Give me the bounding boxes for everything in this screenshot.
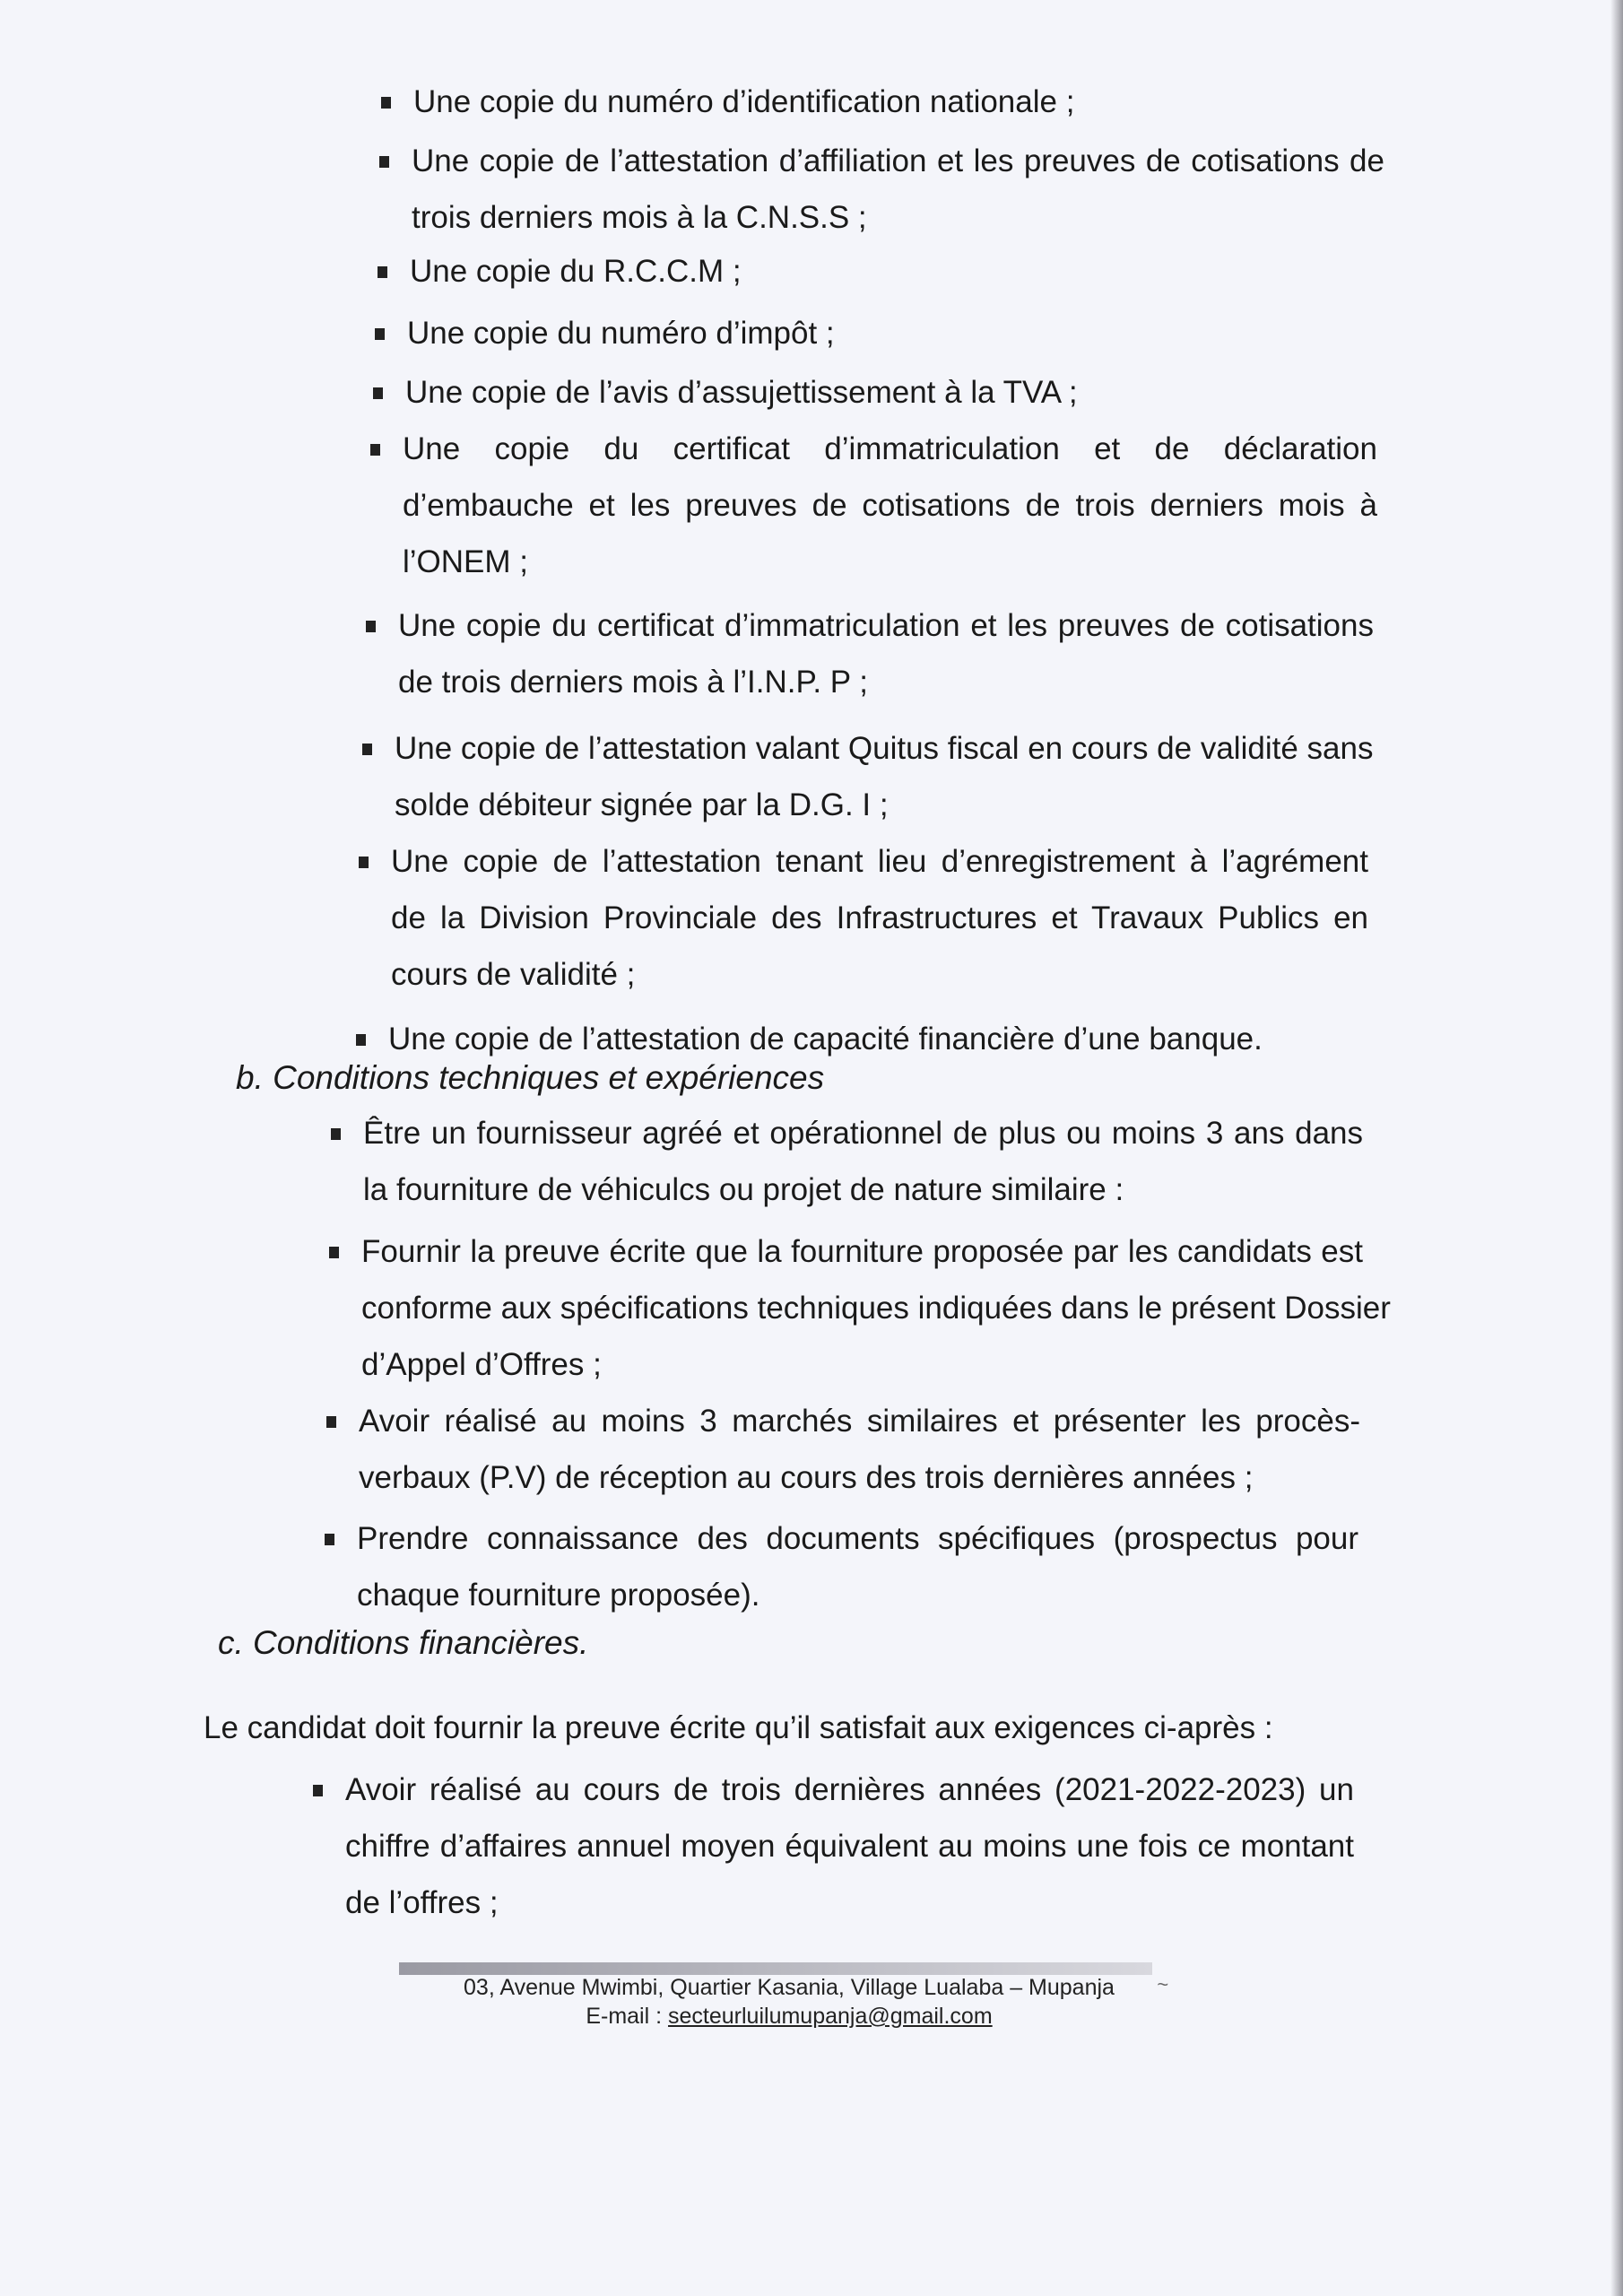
list-item-line: solde débiteur signée par la D.G. I ; <box>395 787 889 822</box>
list-item-line: la fourniture de véhiculcs ou projet de nature similaire : <box>363 1172 1124 1207</box>
list-item-line: cours de validité ; <box>391 957 636 992</box>
list-item-line: trois derniers mois à la C.N.S.S ; <box>412 200 867 235</box>
list-item-line: chaque fourniture proposée). <box>357 1578 760 1613</box>
list-item-line: l’ONEM ; <box>403 544 528 579</box>
list-item <box>407 305 1376 361</box>
bullet-icon <box>381 97 391 109</box>
list-item <box>345 1761 1354 1931</box>
list-item-line: Une copie du certificat d’immatriculation et les preuves de cotisations <box>398 608 1374 643</box>
list-item <box>403 421 1377 590</box>
bullet-icon <box>356 1034 366 1046</box>
bullet-icon <box>359 857 369 868</box>
list-item <box>413 74 1379 130</box>
footer <box>395 1973 1184 2031</box>
list-item <box>405 364 1374 421</box>
bullet-icon <box>329 1247 339 1258</box>
bullet-icon <box>379 156 389 168</box>
bullet-icon <box>375 328 385 340</box>
email-link[interactable]: secteurluilumupanja@gmail.com <box>668 2004 993 2029</box>
bullet-icon <box>362 744 372 755</box>
list-item-line: Être un fournisseur agréé et opérationnel de plus ou moins 3 ans dans <box>363 1116 1363 1151</box>
list-item <box>412 133 1384 246</box>
list-item <box>410 243 1378 300</box>
bullet-icon <box>325 1534 334 1545</box>
list-item-line: Une copie du numéro d’impôt ; <box>407 316 835 351</box>
list-item <box>361 1223 1391 1393</box>
list-item-line: d’Appel d’Offres ; <box>361 1347 602 1382</box>
section-c-heading: c. Conditions financières. <box>218 1624 589 1661</box>
list-item <box>363 1105 1363 1218</box>
bullet-icon <box>370 444 380 456</box>
list-item-line: Une copie du certificat d’immatriculation et de déclaration <box>403 431 1377 466</box>
bullet-icon <box>378 266 387 278</box>
list-item-line: d’embauche et les preuves de cotisations de trois derniers mois à <box>403 488 1377 523</box>
bullet-icon <box>313 1785 323 1796</box>
section-c-intro: Le candidat doit fournir la preuve écrite qu’il satisfait aux exigences ci-après : <box>204 1710 1273 1745</box>
list-item-line: Une copie du numéro d’identification nationale ; <box>413 84 1075 119</box>
list-item-line: Fournir la preuve écrite que la fourniture proposée par les candidats est <box>361 1234 1363 1269</box>
page-edge <box>1610 0 1623 2296</box>
list-item <box>395 720 1372 833</box>
list-item-line: de la Division Provinciale des Infrastructures et Travaux Publics en <box>391 900 1368 935</box>
list-item-line: de trois derniers mois à l’I.N.P. P ; <box>398 665 868 700</box>
list-item-line: Une copie de l’attestation tenant lieu d’enregistrement à l’agrément <box>391 844 1368 879</box>
list-item-line: Une copie de l’attestation d’affiliation et les preuves de cotisations de <box>412 144 1384 178</box>
list-item-line: Avoir réalisé au cours de trois dernières années (2021-2022-2023) un <box>345 1772 1354 1807</box>
list-item <box>357 1510 1358 1623</box>
list-item-line: verbaux (P.V) de réception au cours des trois dernières années ; <box>359 1460 1254 1495</box>
bullet-icon <box>373 387 383 399</box>
list-item <box>398 597 1374 710</box>
list-item-line: Une copie du R.C.C.M ; <box>410 254 742 289</box>
list-item <box>359 1393 1360 1506</box>
section-b-heading: b. Conditions techniques et expériences <box>236 1059 825 1096</box>
bullet-icon <box>366 621 376 632</box>
list-item-line: chiffre d’affaires annuel moyen équivalent au moins une fois ce montant <box>345 1829 1354 1864</box>
bullet-icon <box>331 1128 341 1140</box>
list-item-line: de l’offres ; <box>345 1885 499 1920</box>
list-item-line: Avoir réalisé au moins 3 marchés similaires et présenter les procès- <box>359 1404 1360 1439</box>
list-item-line: Une copie de l’attestation de capacité financière d’une banque. <box>388 1022 1263 1057</box>
list-item-line: Une copie de l’attestation valant Quitus fiscal en cours de validité sans <box>395 731 1374 766</box>
email-label: E-mail : <box>586 2004 669 2029</box>
list-item-line: Prendre connaissance des documents spécifiques (prospectus pour <box>357 1521 1358 1556</box>
list-item-line: Une copie de l’avis d’assujettissement à la TVA ; <box>405 375 1078 410</box>
footer-address: 03, Avenue Mwimbi, Quartier Kasania, Village Lualaba – Mupanja <box>464 1975 1115 2000</box>
list-item <box>391 833 1368 1003</box>
list-item-line: conforme aux spécifications techniques indiquées dans le présent Dossier <box>361 1291 1391 1326</box>
bullet-icon <box>326 1416 336 1428</box>
initials-mark: ~ <box>1157 1973 1168 1996</box>
